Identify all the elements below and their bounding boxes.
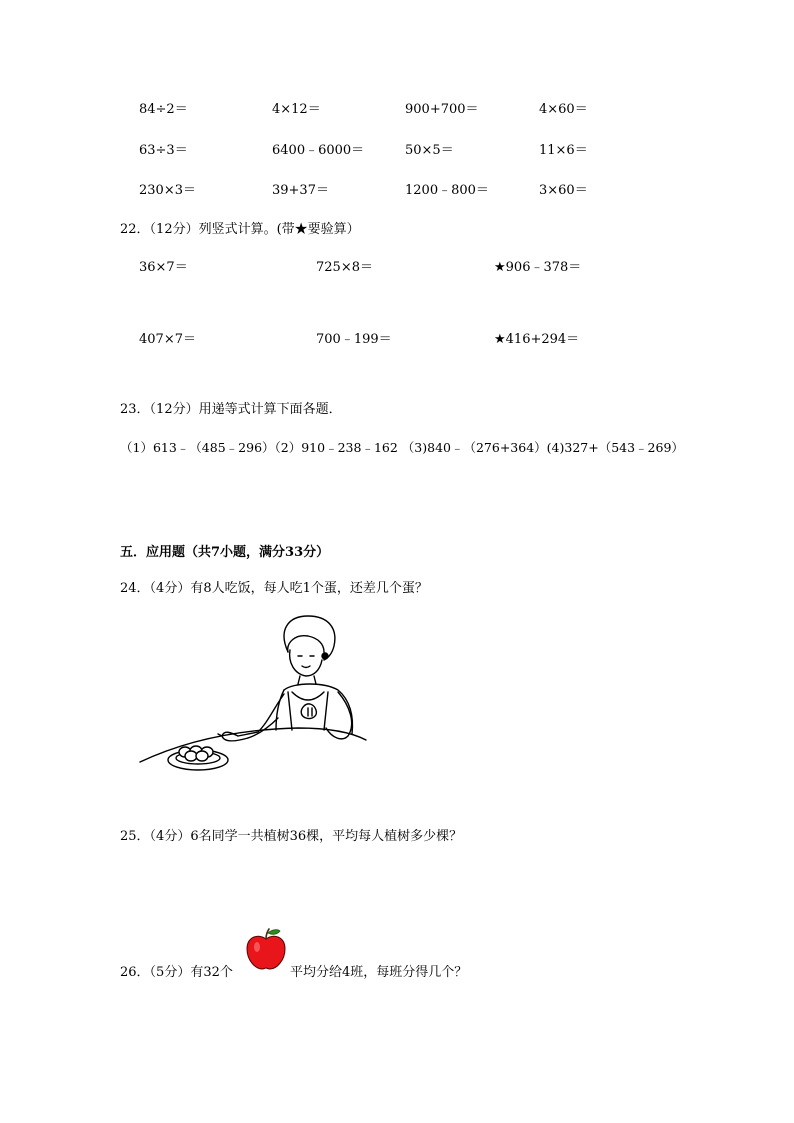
woman-with-eggs-illustration <box>138 612 370 778</box>
question-23-title: 23．（12分）用递等式计算下面各题． <box>120 402 342 417</box>
oral-calc-item: 230×3＝ <box>139 183 196 198</box>
apple-icon <box>244 927 288 971</box>
oral-calc-item: 50×5＝ <box>405 143 454 158</box>
section-heading: 五．应用题（共7小题，满分33分） <box>120 545 330 560</box>
question-22-title: 22．（12分）列竖式计算。(带★要验算） <box>120 222 360 237</box>
question-26-text-before: 26．（5分）有32个 <box>120 965 233 980</box>
oral-calc-item: 900+700＝ <box>405 102 479 117</box>
question-24-title: 24．（4分）有8人吃饭，每人吃1个蛋，还差几个蛋？ <box>120 581 428 596</box>
oral-calc-item: 1200﹣800＝ <box>405 183 489 198</box>
vertical-calc-item: 407×7＝ <box>139 332 196 347</box>
vertical-calc-item: 725×8＝ <box>316 260 373 275</box>
vertical-calc-item: 700﹣199＝ <box>316 332 392 347</box>
oral-calc-item: 4×60＝ <box>539 102 588 117</box>
vertical-calc-item: 36×7＝ <box>139 260 188 275</box>
oral-calc-item: 4×12＝ <box>272 102 321 117</box>
vertical-calc-item: ★906﹣378＝ <box>494 260 582 275</box>
oral-calc-item: 84÷2＝ <box>139 102 188 117</box>
oral-calc-item: 3×60＝ <box>539 183 588 198</box>
oral-calc-item: 6400﹣6000＝ <box>272 143 365 158</box>
question-25-title: 25．（4分）6名同学一共植树36棵，平均每人植树多少棵？ <box>120 829 463 844</box>
oral-calc-item: 63÷3＝ <box>139 143 188 158</box>
oral-calc-item: 11×6＝ <box>539 143 588 158</box>
question-26-text-after: 平均分给4班，每班分得几个？ <box>290 965 468 980</box>
oral-calc-item: 39+37＝ <box>272 183 329 198</box>
vertical-calc-item: ★416+294＝ <box>494 332 580 347</box>
question-23-items: （1）613﹣（485﹣296）（2）910﹣238﹣162 （3)840﹣（276+364）(4)327+（543﹣269） <box>120 440 684 455</box>
